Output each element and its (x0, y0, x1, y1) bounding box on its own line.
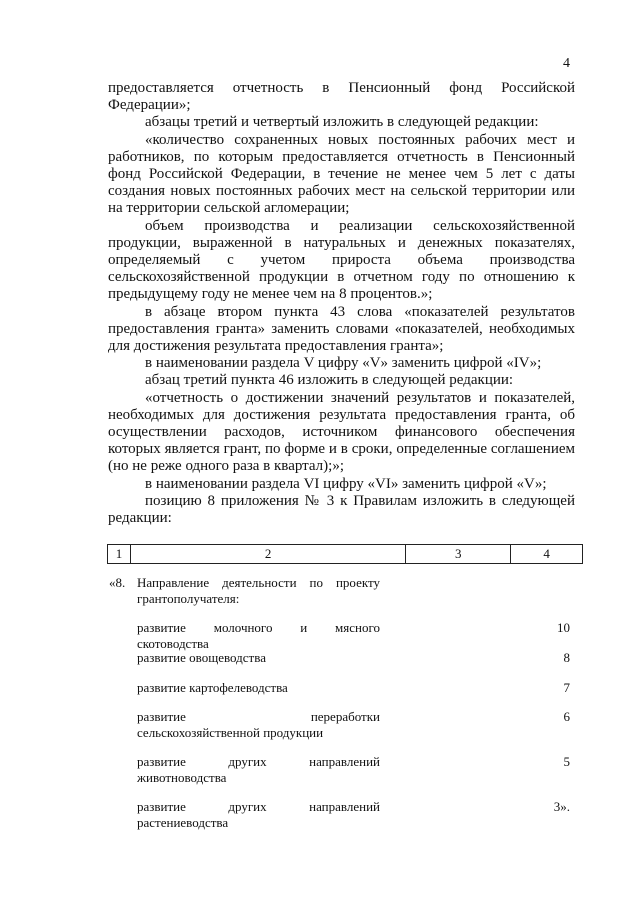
paragraph: объем производства и реализации сельскохозяйственной продукции, выраженной в натуральных и денежных показателях, определяемый с учетом прироста объема производства сельскохозяйственной продукции в отчетном году по отношению к предыдущему году не менее чем на 8 процентов.»; (108, 217, 575, 303)
paragraph: в абзаце втором пункта 43 слова «показателей результатов предоставления гранта» заменить словами «показателей, необходимых для достижения результата предоставления гранта»; (108, 303, 575, 355)
table-item-label: развитие картофелеводства (137, 680, 288, 695)
page-number: 4 (563, 56, 570, 71)
row-title: Направление деятельности по проекту грантополучателя: (137, 575, 380, 606)
table-item-label: развитие других направлений растениеводства (137, 799, 380, 830)
table-item-value: 6 (563, 709, 570, 724)
paragraph: в наименовании раздела V цифру «V» заменить цифрой «IV»; (145, 355, 542, 372)
document-body (108, 80, 575, 527)
paragraph: «отчетность о достижении значений результатов и показателей, необходимых для достижения результата предоставления гранта, об осуществлении расходов, источником финансового обеспечения которых является грант, по форме и в сроки, определенные соглашением (но не реже одного раза в квартал);»; (108, 389, 575, 475)
table-item-label: развитие других направлений животноводства (137, 754, 380, 785)
table-item-label: развитие овощеводства (137, 650, 266, 665)
table-header-cell: 2 (131, 545, 406, 563)
paragraph: позицию 8 приложения № 3 к Правилам изложить в следующей редакции: (108, 492, 575, 527)
table-item-value: 8 (563, 650, 570, 665)
row-number: «8. (109, 575, 126, 590)
table-item-label: развитие переработки сельскохозяйственной продукции (137, 709, 380, 740)
table-header-cell: 4 (511, 545, 583, 563)
paragraph: предоставляется отчетность в Пенсионный фонд Российской Федерации»; (108, 80, 575, 114)
paragraph: абзац третий пункта 46 изложить в следующей редакции: (145, 372, 514, 389)
paragraph: абзацы третий и четвертый изложить в следующей редакции: (145, 114, 539, 131)
table-item-value: 5 (563, 754, 570, 769)
table-item-value: 10 (557, 620, 570, 635)
table-item-value: 3». (553, 799, 570, 814)
table-item-label: развитие молочного и мясного скотоводства (137, 620, 380, 651)
table-header (107, 544, 583, 564)
table-header-cell: 1 (108, 545, 131, 563)
paragraph: «количество сохраненных новых постоянных рабочих мест и работников, по которым предоставляется отчетность в Пенсионный фонд Российской Федерации, в течение не менее чем 5 лет с даты создания новых постоянных рабочих мест на сельской территории или на территории сельской агломерации; (108, 131, 575, 217)
table-header-cell: 3 (406, 545, 511, 563)
table-item-value: 7 (563, 680, 570, 695)
paragraph: в наименовании раздела VI цифру «VI» заменить цифрой «V»; (145, 475, 547, 492)
